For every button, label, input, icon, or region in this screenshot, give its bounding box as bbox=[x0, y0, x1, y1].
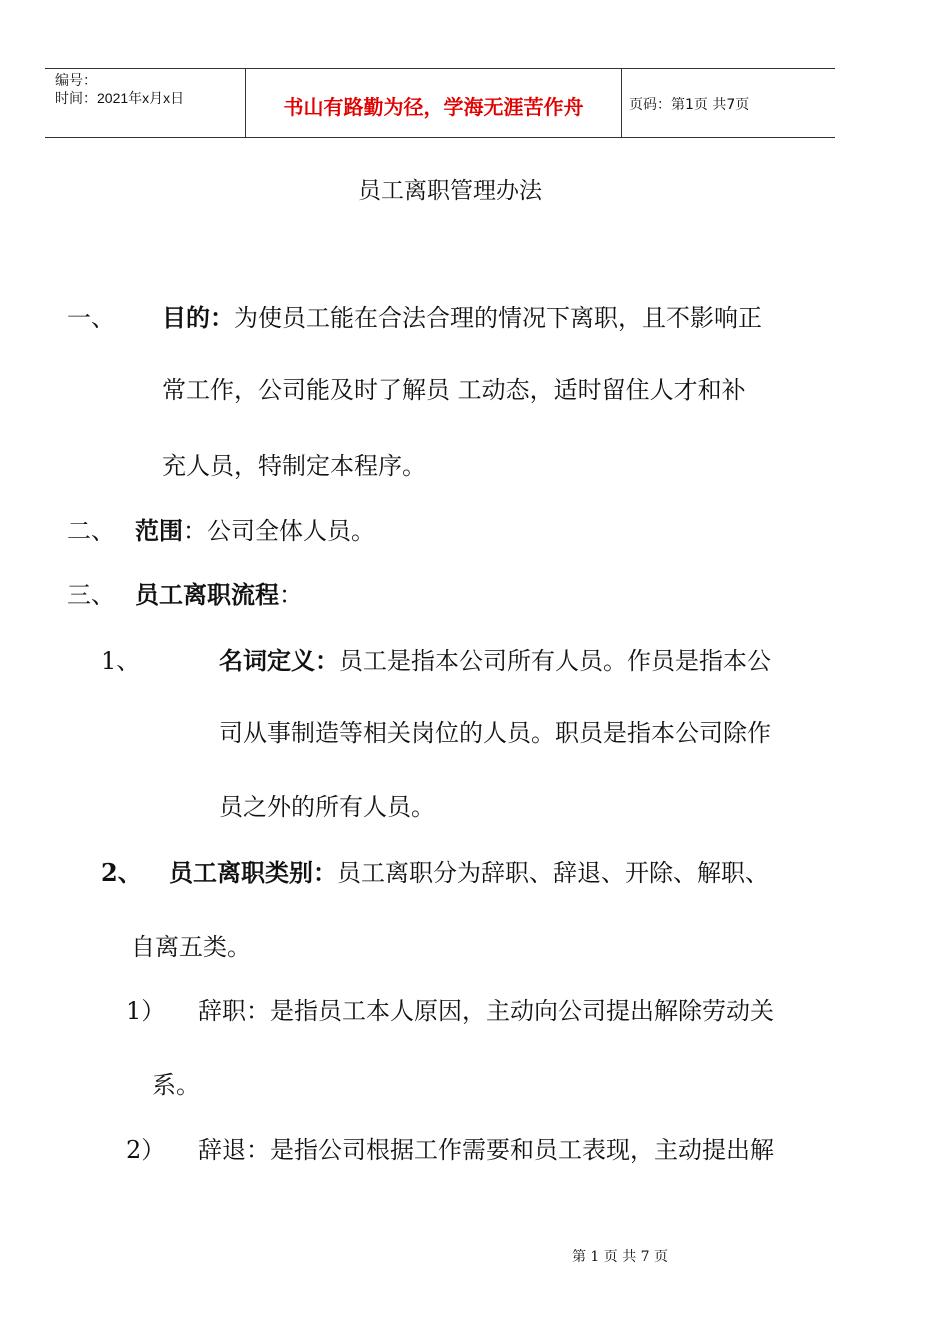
point-2-line-2: 自离五类。 bbox=[131, 933, 251, 961]
item-number: 2） bbox=[126, 1136, 166, 1164]
document-title: 员工离职管理办法 bbox=[358, 178, 542, 204]
motto: 书山有路勤为径，学海无涯苦作舟 bbox=[283, 95, 584, 119]
section-1-line-2: 常工作，公司能及时了解员 工动态，适时留住人才和补 bbox=[162, 376, 746, 404]
item-1-line-1: 辞职：是指员工本人原因，主动向公司提出解除劳动关 bbox=[198, 997, 774, 1025]
section-1-line-1 bbox=[162, 302, 762, 334]
point-number: 1、 bbox=[101, 647, 141, 675]
section-2-line bbox=[135, 515, 375, 547]
item-2-line-1: 辞退：是指公司根据工作需要和员工表现，主动提出解 bbox=[198, 1136, 774, 1164]
header-motto-cell bbox=[245, 69, 622, 137]
section-3-line bbox=[135, 579, 303, 611]
section-heading: 范围 bbox=[135, 516, 183, 545]
point-2-line-1 bbox=[169, 857, 769, 889]
section-colon: ： bbox=[279, 581, 303, 609]
section-text: ：公司全体人员。 bbox=[183, 517, 375, 545]
section-heading: 员工离职流程 bbox=[135, 580, 279, 609]
point-1-line-3: 员之外的所有人员。 bbox=[219, 793, 435, 821]
section-heading: 目的： bbox=[162, 303, 234, 332]
page-footer: 第 1 页 共 7 页 bbox=[571, 1249, 669, 1265]
header-meta-cell bbox=[45, 69, 245, 137]
section-number: 二、 bbox=[67, 517, 115, 545]
section-text: 为使员工能在合法合理的情况下离职，且不影响正 bbox=[234, 304, 762, 332]
section-1-line-3: 充人员，特制定本程序。 bbox=[162, 452, 426, 480]
section-number: 一、 bbox=[67, 304, 115, 332]
section-number: 三、 bbox=[67, 581, 115, 609]
number-label: 编号： bbox=[55, 72, 97, 88]
item-number: 1） bbox=[126, 997, 166, 1025]
point-text: 员工离职分为辞职、辞退、开除、解职、 bbox=[337, 859, 769, 887]
header-page-cell bbox=[621, 69, 835, 137]
point-1-line-2: 司从事制造等相关岗位的人员。职员是指本公司除作 bbox=[219, 719, 771, 747]
point-text: 员工是指本公司所有人员。作员是指本公 bbox=[339, 647, 771, 675]
header-table bbox=[45, 68, 835, 138]
point-1-line-1 bbox=[219, 645, 771, 677]
page-info: 页码：第1页 共7页 bbox=[629, 97, 750, 113]
point-heading: 名词定义： bbox=[219, 646, 339, 675]
point-number: 2、 bbox=[101, 858, 142, 887]
point-heading: 员工离职类别： bbox=[169, 858, 337, 887]
time-label: 时间：2021年x月x日 bbox=[55, 90, 185, 106]
item-1-line-2: 系。 bbox=[152, 1071, 200, 1099]
